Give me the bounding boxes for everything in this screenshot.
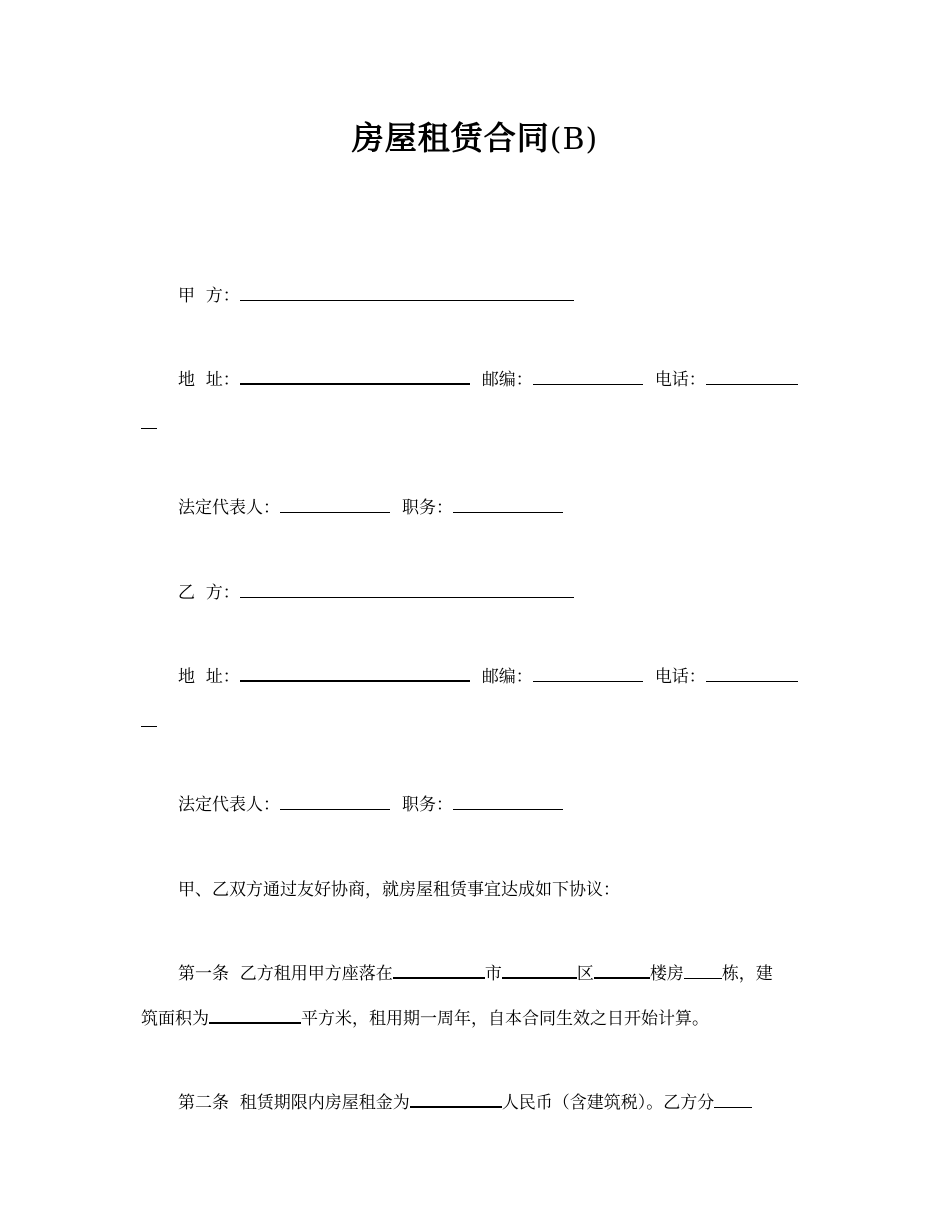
party-b-address-blank[interactable] [240,666,470,682]
party-a-blank[interactable] [240,286,574,301]
party-b-phone-continuation [141,710,157,734]
party-b-phone-blank[interactable] [706,667,798,682]
article-1-line-1 [178,962,773,986]
party-b-rep-line [178,793,563,817]
party-b-line [178,581,574,605]
article-1-line-2 [141,1007,709,1031]
article-1-district-label: 区 [576,964,594,984]
party-a-phone-blank[interactable] [706,370,798,385]
party-b-position-blank[interactable] [453,795,563,810]
party-a-rep-label: 法定代表人： [178,498,280,518]
article-1-city-blank[interactable] [393,963,485,979]
party-a-address-label: 地 址： [178,370,240,390]
article-1-area-suffix: 平方米，租用期一周年，自本合同生效之日开始计算。 [301,1009,709,1029]
article-1-unit-blank[interactable] [684,964,722,979]
party-a-phone-label: 电话： [654,370,706,390]
party-a-line [178,284,574,308]
party-a-phone-continuation [141,412,157,436]
party-b-phone-blank-cont[interactable] [141,712,157,727]
party-a-phone-blank-cont[interactable] [141,414,157,429]
party-a-position-blank[interactable] [453,498,563,513]
article-1-unit-label: 栋，建 [721,964,773,984]
article-2-suffix: 人民币（含建筑税）。乙方分 [501,1093,715,1113]
intro-paragraph: 甲、乙双方通过友好协商，就房屋租赁事宜达成如下协议： [178,880,620,900]
party-b-rep-label: 法定代表人： [178,795,280,815]
article-1-building-label: 楼房 [649,964,684,984]
title-text: 房屋租赁合同 [351,119,550,157]
party-a-address-line [178,368,798,392]
article-1-area-blank[interactable] [209,1008,301,1024]
article-2-installment-blank[interactable] [714,1093,752,1108]
party-a-rep-blank[interactable] [280,498,390,513]
party-b-address-label: 地 址： [178,667,240,687]
article-2-line-1 [178,1091,752,1115]
article-1-area-label: 筑面积为 [141,1009,209,1029]
party-b-position-label: 职务： [402,795,453,815]
party-a-rep-line [178,496,563,520]
party-a-label: 甲 方： [178,286,240,306]
party-a-postcode-blank[interactable] [533,370,643,385]
party-a-postcode-label: 邮编： [481,370,533,390]
article-1-building-blank[interactable] [594,963,650,979]
party-b-address-line [178,665,798,689]
article-1-district-blank[interactable] [502,963,577,979]
document-title [0,112,950,166]
title-suffix: (B) [549,122,599,157]
party-b-postcode-label: 邮编： [481,667,533,687]
article-1-prefix: 第一条 乙方租用甲方座落在 [178,964,393,984]
party-b-blank[interactable] [240,583,574,598]
party-b-phone-label: 电话： [654,667,706,687]
party-a-address-blank[interactable] [240,369,470,385]
party-b-label: 乙 方： [178,583,240,603]
party-a-position-label: 职务： [402,498,453,518]
party-b-rep-blank[interactable] [280,795,390,810]
party-b-postcode-blank[interactable] [533,667,643,682]
article-1-city-label: 市 [484,964,502,984]
article-2-rent-blank[interactable] [410,1092,502,1108]
article-2-prefix: 第二条 租赁期限内房屋租金为 [178,1093,410,1113]
